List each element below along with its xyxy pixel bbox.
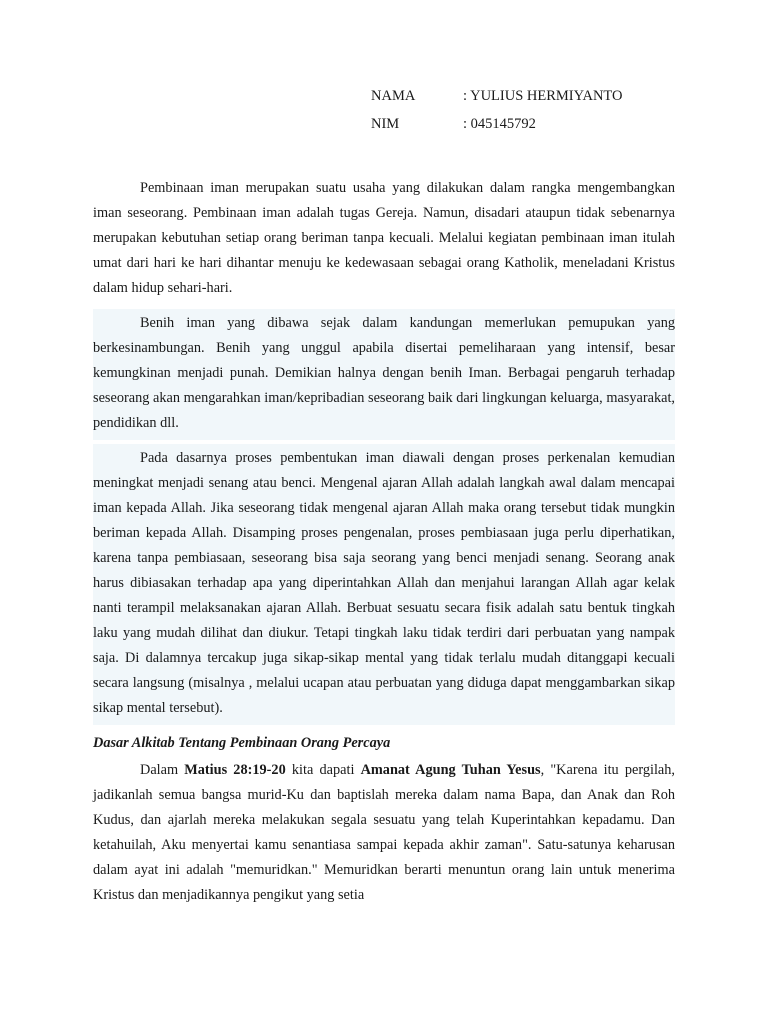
nim-value: : 045145792 <box>463 116 536 132</box>
great-commission-title: Amanat Agung Tuhan Yesus <box>360 762 541 778</box>
document-body <box>93 174 675 916</box>
bible-reference: Matius 28:19-20 <box>184 762 286 778</box>
nim-row <box>371 114 623 142</box>
paragraph-rest-text: , "Karena itu pergilah, jadikanlah semua bangsa murid-Ku dan baptislah mereka dalam nama Bapa, dan Anak dan Roh Kudus, dan ajarlah mereka melakukan segala sesuatu yang telah Kuperintahkan kepadamu. Dan ketahuilah, Aku menyertai kamu senantiasa sampai kepada akhir zaman". Satu-satunya keharusan dalam ayat ini adalah "memuridkan." Memuridkan berarti menuntun orang lain untuk menerima Kristus dan menjadikannya pengikut yang setia <box>93 762 675 903</box>
paragraph-intro: Pembinaan iman merupakan suatu usaha yang dilakukan dalam rangka mengembangkan iman seseorang. Pembinaan iman adalah tugas Gereja. Namun, disadari ataupun tidak sebenarnya merupakan kebutuhan setiap orang beriman tanpa kecuali. Melalui kegiatan pembinaan iman itulah umat dari hari ke hari dihantar menuju ke kedewasaan sebagai orang Katholik, meneladani Kristus dalam hidup sehari-hari. <box>93 180 675 296</box>
paragraph-mid-text: kita dapati <box>285 762 361 778</box>
paragraph-great-commission <box>93 756 675 912</box>
paragraph-intro-text: Dalam <box>140 762 185 778</box>
paragraph-seed-of-faith: Benih iman yang dibawa sejak dalam kandungan memerlukan pemupukan yang berkesinambungan. Benih yang unggul apabila disertai pemeliharaan yang intensif, besar kemungkinan menjadi punah. Demikian halnya dengan benih Iman. Berbagai pengaruh terhadap seseorang akan mengarahkan iman/kepribadian seseorang baik dari lingkungan keluarga, masyarakat, pendidikan dll. <box>93 309 675 440</box>
name-value: : YULIUS HERMIYANTO <box>463 88 623 104</box>
section-heading: Dasar Alkitab Tentang Pembinaan Orang Percaya <box>93 735 391 751</box>
name-row <box>371 86 623 114</box>
student-info <box>371 86 623 142</box>
nim-label: NIM <box>371 116 400 132</box>
name-label: NAMA <box>371 88 416 104</box>
paragraph-faith-formation: Pada dasarnya proses pembentukan iman diawali dengan proses perkenalan kemudian meningkat menjadi senang atau benci. Mengenal ajaran Allah adalah langkah awal dalam mencapai iman kepada Allah. Jika seseorang tidak mengenal ajaran Allah maka orang tersebut tidak mungkin beriman kepada Allah. Disamping proses pengenalan, proses pembiasaan juga perlu diperhatikan, karena tanpa pembiasaan, seseorang bisa saja seorang yang benci menjadi senang. Seorang anak harus dibiasakan terhadap apa yang diperintahkan Allah dan menjahui larangan Allah agar kelak nanti terampil melaksanakan ajaran Allah. Berbuat sesuatu secara fisik adalah satu bentuk tingkah laku yang mudah dilihat dan diukur. Tetapi tingkah laku tidak terdiri dari perbuatan yang nampak saja. Di dalamnya tercakup juga sikap-sikap mental yang tidak terlalu mudah ditanggapi kecuali secara langsung (misalnya , melalui ucapan atau perbuatan yang diduga dapat menggambarkan sikap sikap mental tersebut). <box>93 444 675 725</box>
